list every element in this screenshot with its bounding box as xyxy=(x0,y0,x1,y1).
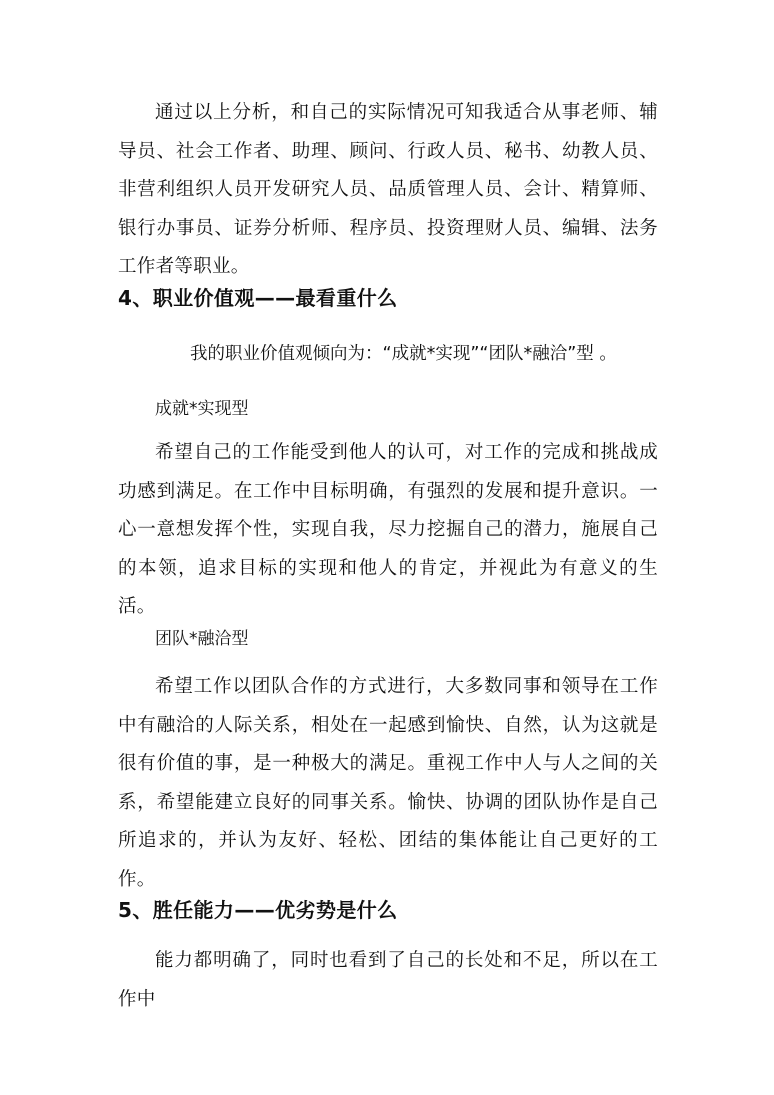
achievement-type-paragraph: 希望自己的工作能受到他人的认可，对工作的完成和挑战成功感到满足。在工作中目标明确，有强烈的发展和提升意识。一心一意想发挥个性，实现自我，尽力挖掘自己的潜力，施展自己的本领，追求目标的实现和他人的肯定，并视此为有意义的生活。 xyxy=(118,442,658,617)
competency-paragraph: 能力都明确了，同时也看到了自己的长处和不足，所以在工作中 xyxy=(118,950,658,1010)
team-harmony-type-paragraph: 希望工作以团队合作的方式进行，大多数同事和领导在工作中有融洽的人际关系，相处在一起感到愉快、自然，认为这就是很有价值的事，是一种极大的满足。重视工作中人与人之间的关系，希望能建立良好的同事关系。愉快、协调的团队协作是自己所追求的，并认为友好、轻松、团结的集体能让自己更好的工作。 xyxy=(118,676,658,890)
career-fit-paragraph: 通过以上分析，和自己的实际情况可知我适合从事老师、辅导员、社会工作者、助理、顾问、行政人员、秘书、幼教人员、非营利组织人员开发研究人员、品质管理人员、会计、精算师、银行办事员、证券分析师、程序员、投资理财人员、编辑、法务工作者等职业。 xyxy=(118,102,658,277)
achievement-type-label: 成就*实现型 xyxy=(155,399,249,419)
section-5-heading: 5、胜任能力——优劣势是什么 xyxy=(118,898,398,922)
career-values-line: 我的职业价值观倾向为：“成就*实现”“团队*融洽”型 。 xyxy=(190,344,617,364)
team-harmony-type-label: 团队*融洽型 xyxy=(155,629,249,649)
section-4-heading: 4、职业价值观——最看重什么 xyxy=(118,286,398,310)
